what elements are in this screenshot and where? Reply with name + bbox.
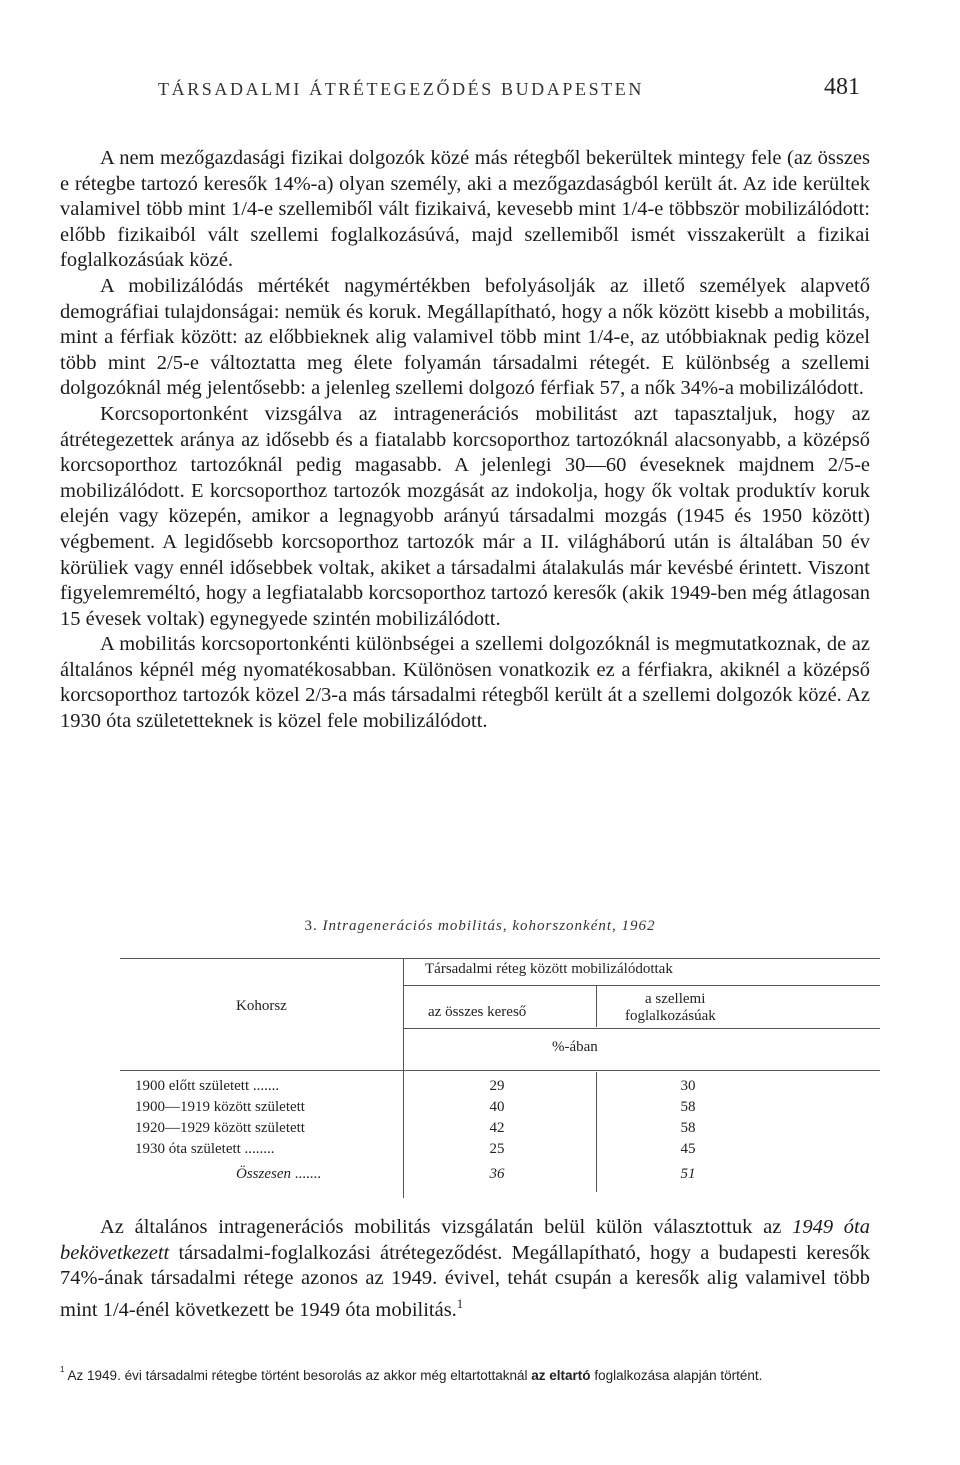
table-unit-rule [403,1028,880,1029]
table-col-divider [596,985,597,1027]
table-total-intellectual: 51 [680,1166,696,1182]
table-caption-title: Intragenerációs mobilitás, kohorszonként, 1962 [322,918,656,934]
table-body-col-divider [596,1072,597,1192]
table-cell-intellectual: 30 [680,1078,696,1094]
footnote [60,1361,870,1385]
table-total-all: 36 [489,1166,505,1182]
table-header-stub: Kohorsz [236,998,287,1014]
table-total-dots: ....... [294,1166,321,1182]
table-row-label: 1920—1929 között született [135,1120,305,1136]
body-text-top [60,146,870,735]
table-cell-intellectual: 58 [680,1099,696,1115]
paragraph-1: A nem mezőgazdasági fizikai dolgozók közé más rétegből bekerültek mintegy fele (az összes e rétegbe tartozó keresők 14%-a) olyan személy, aki a mezőgazdaságból került át. Az ide kerültek valamivel több mint 1/4-e szellemiből vált fizikaivá, kevesebb mint 1/4-e többször mobilizálódott: előbb fizikaiból vált szellemi foglalkozásúvá, majd szellemiből ismét visszakerült a fizikai foglalkozásúak közé. [60,147,870,272]
table-cell-intellectual: 58 [680,1120,696,1136]
table-group-rule [403,985,880,986]
table-row-label: 1900—1919 között született [135,1099,305,1115]
footnote-bold: az eltartó [531,1368,591,1383]
footnote-text-after: foglalkozása alapján történt. [590,1368,763,1383]
table-header-bottom-rule [120,1070,880,1071]
page-number: 481 [824,74,860,100]
table-top-rule [120,958,880,959]
footnote-text-before: Az 1949. évi társadalmi rétegbe történt besorolás az akkor még eltartottaknál [67,1368,532,1383]
table-row-label: 1930 óta született ........ [135,1141,275,1157]
table-caption [0,918,960,935]
table-cell-intellectual: 45 [680,1141,696,1157]
paragraph-5-text-after: társadalmi-foglalkozási átrétegeződést. Megállapítható, hogy a budapesti keresők 74%-ának társadalmi rétege azonos az 1949. évivel, tehát csupán a keresők alig valamivel több mint 1/4-énél következett be 1949 óta mobilitás. [60,1241,870,1321]
paragraph-5-text-before: Az általános intragenerációs mobilitás vizsgálatán belül külön választottuk az [100,1216,793,1238]
table-unit-label: %-ában [552,1039,598,1055]
paragraph-5-italic: 1949 óta bekövetkezett [60,1216,870,1264]
table-total-row [236,1166,321,1183]
paragraph-5 [60,1215,870,1323]
table-caption-number: 3. [304,918,318,934]
running-header-title: TÁRSADALMI ÁTRÉTEGEZŐDÉS BUDAPESTEN [158,79,644,99]
table-col2-header-line2: foglalkozásúak [625,1008,716,1024]
table-cell-all: 40 [489,1099,505,1115]
footnote-reference: 1 [456,1296,463,1311]
body-text-bottom [60,1215,870,1323]
cohort-mobility-table [120,950,880,1200]
table-cell-all: 29 [489,1078,505,1094]
table-total-label: Összesen [236,1166,291,1182]
table-cell-all: 42 [489,1120,505,1136]
table-col1-header: az összes kereső [428,1004,527,1020]
paragraph-2: A mobilizálódás mértékét nagymértékben befolyásolják az illető személyek alapvető demográfiai tulajdonságai: nemük és koruk. Megállapítható, hogy a nők között kisebb a mobilitás, mint a férfiak között: az előbbieknek alig valamivel több mint 1/4-e, az utóbbiaknak pedig közel több mint 2/5-e változtatta meg élete folyamán társadalmi rétegét. E különbség a szellemi dolgozóknál még jelentősebb: a jelenleg szellemi dolgozó férfiak 57, a nők 34%-a mobilizálódott. [60,274,870,400]
table-col2-header-line1: a szellemi [645,991,706,1007]
table-row-label: 1900 előtt született ....... [135,1078,280,1094]
paragraph-3: Korcsoportonként vizsgálva az intragenerációs mobilitást azt tapasztaljuk, hogy az átrétegezettek aránya az idősebb és a fiatalabb korcsoporthoz tartozóknál alacsonyabb, a középső korcsoporthoz tartozóknál pedig magasabb. A jelenlegi 30—60 éveseknek majdnem 2/5-e mobilizálódott. E korcsoporthoz tartozók mozgását az indokolja, hogy ők voltak produktív koruk elején vagy közepén, amikor a legnagyobb arányú társadalmi mozgás (1945 és 1950 között) végbement. A legidősebb korcsoporthoz tartozók már a II. világháború után is általában 50 év körüliek vagy ennél idősebbek voltak, akiket a társadalmi átalakulás már kevésbé érintett. Viszont figyelemreméltó, hogy a legfiatalabb korcsoporthoz tartozó keresők (akik 1949-ben még átlagosan 15 évesek voltak) egynegyede szintén mobilizálódott. [60,402,870,630]
footnote-marker: 1 [60,1365,65,1374]
paragraph-4: A mobilitás korcsoportonkénti különbségei a szellemi dolgozóknál is megmutatkoznak, de az általános képnél még nyomatékosabban. Különösen vonatkozik ez a férfiakra, akiknél a középső korcsoporthoz tartozók közel 2/3-a más társadalmi rétegből került át a szellemi dolgozók közé. Az 1930 óta születetteknek is közel fele mobilizálódott. [60,633,870,733]
table-header-vline [403,958,404,1198]
table-header-group: Társadalmi réteg között mobilizálódottak [425,961,673,977]
table-cell-all: 25 [489,1141,505,1157]
